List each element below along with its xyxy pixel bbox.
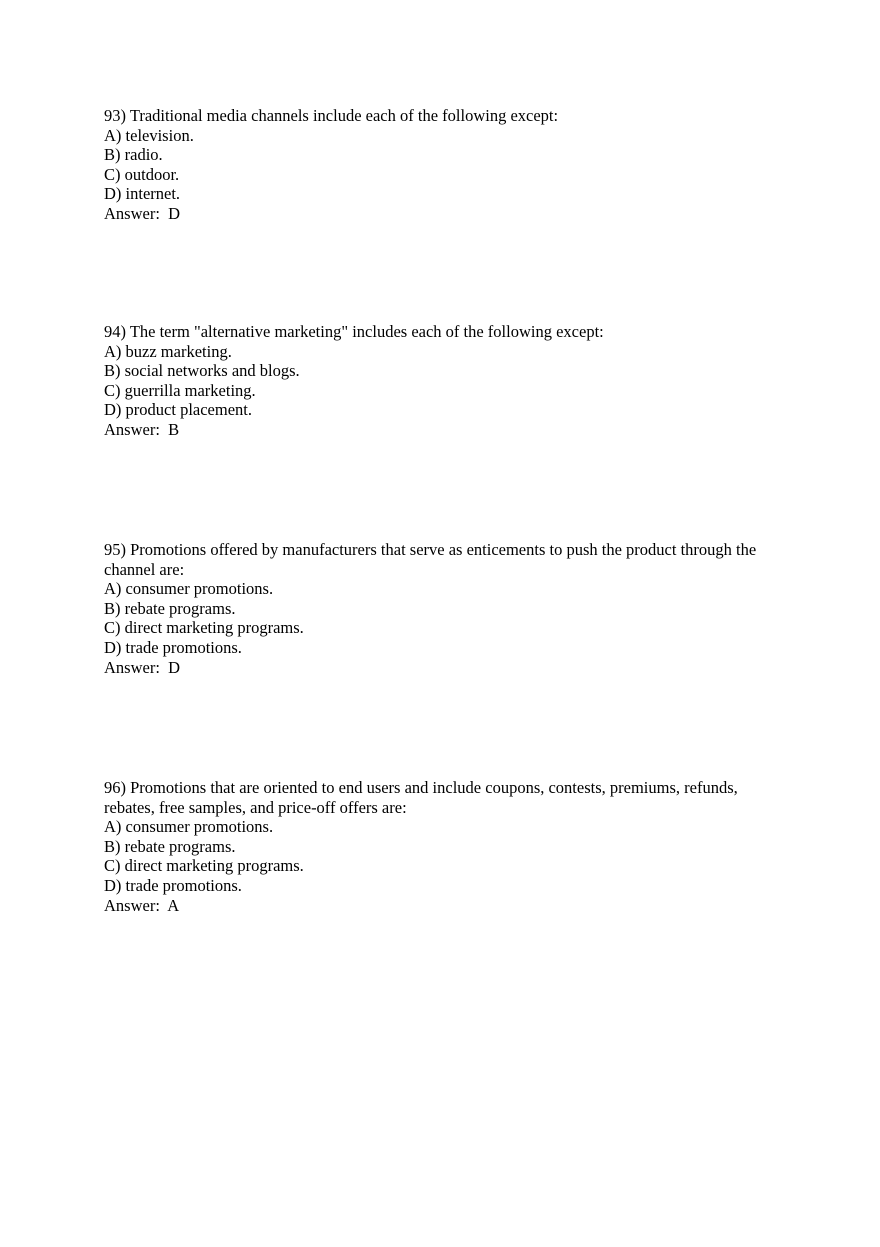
option-b: B) rebate programs. xyxy=(104,836,236,856)
option-d: D) trade promotions. xyxy=(104,875,242,895)
option-d: D) trade promotions. xyxy=(104,637,242,657)
answer-line: Answer: A xyxy=(104,895,180,915)
option-d: D) product placement. xyxy=(104,400,252,420)
option-c: C) outdoor. xyxy=(104,164,180,184)
option-a: A) consumer promotions. xyxy=(104,579,274,599)
question-text: 93) Traditional media channels include each of the following except: xyxy=(104,106,559,125)
question-96 xyxy=(104,778,784,915)
question-95 xyxy=(104,540,784,677)
option-b: B) rebate programs. xyxy=(104,598,236,618)
option-b: B) radio. xyxy=(104,145,163,165)
question-text: 96) Promotions that are oriented to end users and include coupons, contests, premiums, refunds, rebates, free samples, and price-off offers are: xyxy=(104,778,742,817)
option-c: C) direct marketing programs. xyxy=(104,856,304,876)
option-d: D) internet. xyxy=(104,184,181,204)
answer-line: Answer: D xyxy=(104,203,181,223)
answer-line: Answer: B xyxy=(104,419,180,439)
question-text: 94) The term "alternative marketing" includes each of the following except: xyxy=(104,322,604,341)
option-a: A) buzz marketing. xyxy=(104,341,232,361)
question-text: 95) Promotions offered by manufacturers that serve as enticements to push the product through the channel are: xyxy=(104,540,761,579)
question-93 xyxy=(104,106,784,224)
answer-line: Answer: D xyxy=(104,657,181,677)
option-c: C) direct marketing programs. xyxy=(104,618,304,638)
option-a: A) consumer promotions. xyxy=(104,817,274,837)
option-b: B) social networks and blogs. xyxy=(104,361,300,381)
question-94 xyxy=(104,322,784,440)
option-a: A) television. xyxy=(104,125,194,145)
option-c: C) guerrilla marketing. xyxy=(104,380,256,400)
